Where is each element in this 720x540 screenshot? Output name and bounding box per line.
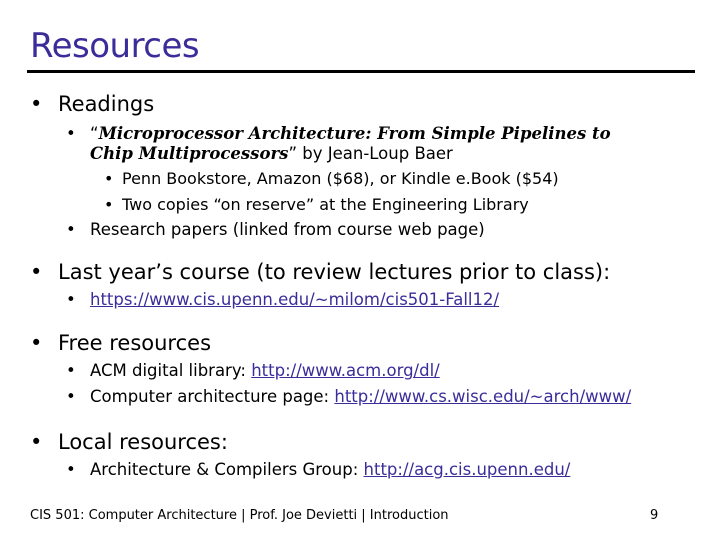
title-underline — [27, 70, 695, 73]
last-year-course-link[interactable]: https://www.cis.upenn.edu/~milom/cis501-Fall12/ — [90, 290, 500, 309]
bullet-icon: • — [66, 220, 76, 239]
bullet-icon: • — [30, 331, 43, 355]
bullet-icon: • — [30, 260, 43, 284]
local-resources-heading: Local resources: — [58, 430, 228, 454]
bullet-icon: • — [104, 195, 114, 214]
open-quote: “ — [90, 124, 99, 143]
acg-label: Architecture & Compilers Group: — [90, 460, 364, 479]
arch-page-link[interactable]: http://www.cs.wisc.edu/~arch/www/ — [334, 387, 632, 406]
bullet-icon: • — [66, 361, 76, 380]
acg-link[interactable]: http://acg.cis.upenn.edu/ — [363, 460, 571, 479]
acm-link[interactable]: http://www.acm.org/dl/ — [251, 361, 440, 380]
arch-page-label: Computer architecture page: — [90, 387, 335, 406]
book-reserve-info: Two copies “on reserve” at the Engineering Library — [122, 195, 529, 214]
last-year-item — [90, 290, 499, 309]
book-title-part2: Chip Multiprocessors — [90, 144, 289, 163]
close-quote: ” — [288, 144, 298, 163]
last-year-heading: Last year’s course (to review lectures prior to class): — [58, 260, 611, 284]
bullet-icon: • — [30, 92, 43, 116]
acg-item — [90, 460, 570, 479]
page-number: 9 — [650, 508, 659, 523]
bullet-icon: • — [104, 169, 114, 188]
book-title-part1: Microprocessor Architecture: From Simple Pipelines to — [98, 124, 611, 143]
slide-footer: CIS 501: Computer Architecture | Prof. Joe Devietti | Introduction — [30, 508, 449, 523]
bullet-icon: • — [66, 124, 76, 143]
bullet-icon: • — [30, 430, 43, 454]
book-title-line2 — [90, 144, 453, 163]
slide-title: Resources — [30, 26, 200, 66]
acm-item — [90, 361, 440, 380]
bullet-icon: • — [66, 387, 76, 406]
bullet-icon: • — [66, 290, 76, 309]
book-title-line1 — [90, 124, 611, 143]
bullet-icon: • — [66, 460, 76, 479]
arch-page-item — [90, 387, 631, 406]
free-resources-heading: Free resources — [58, 331, 212, 355]
book-author: by Jean-Loup Baer — [297, 144, 453, 163]
research-papers-item: Research papers (linked from course web page) — [90, 220, 485, 239]
acm-label: ACM digital library: — [90, 361, 252, 380]
readings-heading: Readings — [58, 92, 155, 116]
book-purchase-info: Penn Bookstore, Amazon ($68), or Kindle e.Book ($54) — [122, 169, 559, 188]
